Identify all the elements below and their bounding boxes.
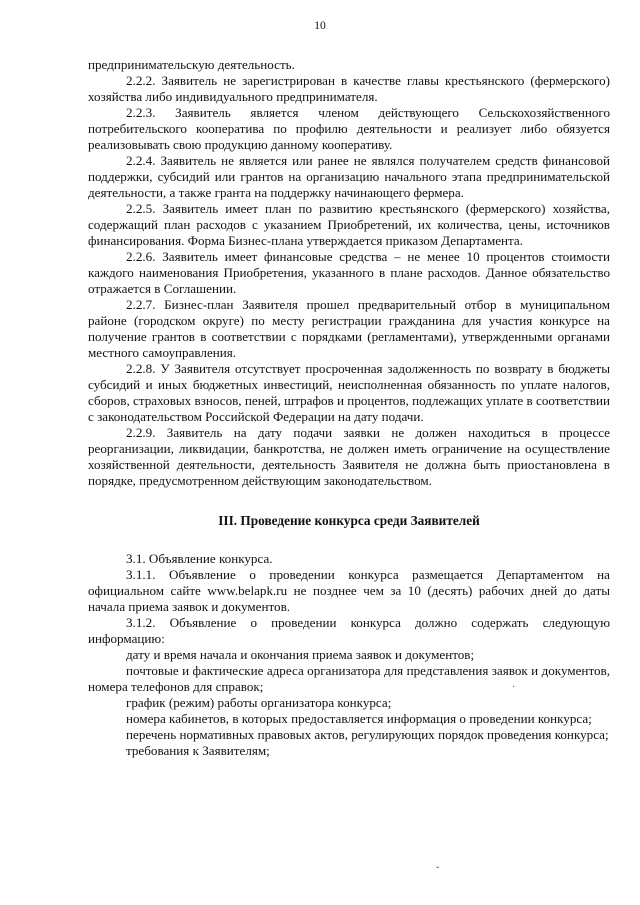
page-number: 10 [314,20,326,32]
paragraph-p229: 2.2.9. Заявитель на дату подачи заявки не должен находиться в процессе реорганизации, ликвидации, банкротства, не должен иметь ограничение на осуществление хозяйственной деятельности, деятельность Заявителя не должна быть приостановлена в порядке, предусмотренном действующим законодательством. [88,425,610,488]
section-3-contest [88,551,610,759]
paragraph-p227: 2.2.7. Бизнес-план Заявителя прошел предварительный отбор в муниципальном районе (городском округе) по месту регистрации гражданина для участия конкурсе на получение грантов в соответствии с порядками (регламентами), утвержденными органами местного самоуправления. [88,297,610,360]
paragraph-p31: 3.1. Объявление конкурса. [126,551,273,566]
paragraph-li5: перечень нормативных правовых актов, регулирующих порядок проведения конкурса; [126,727,609,742]
paragraph-li6: требования к Заявителям; [126,743,270,758]
paragraph-cont: предпринимательскую деятельность. [88,57,295,72]
paragraph-p226: 2.2.6. Заявитель имеет финансовые средства – не менее 10 процентов стоимости каждого наименования Приобретения, указанного в плане расходов. Данное обязательство отражается в Соглашении. [88,249,610,296]
scan-speck: · [512,682,516,693]
section-heading: III. Проведение конкурса среди Заявителей [218,513,480,528]
scan-tick: ˇ [436,866,440,877]
paragraph-li1: дату и время начала и окончания приема заявок и документов; [126,647,475,662]
paragraph-p223: 2.2.3. Заявитель является членом действующего Сельскохозяйственного потребительского кооператива по профилю деятельности и реализует либо обязуется реализовывать свою продукцию данному кооперативу. [88,105,610,152]
paragraph-p222: 2.2.2. Заявитель не зарегистрирован в качестве главы крестьянского (фермерского) хозяйства либо индивидуального предпринимателя. [88,73,610,104]
section-2-2-conditions [88,57,610,489]
paragraph-p312: 3.1.2. Объявление о проведении конкурса должно содержать следующую информацию: [88,615,610,646]
document-body [88,57,610,759]
paragraph-li3: график (режим) работы организатора конкурса; [126,695,392,710]
paragraph-li4: номера кабинетов, в которых предоставляется информация о проведении конкурса; [126,711,592,726]
paragraph-p311: 3.1.1. Объявление о проведении конкурса размещается Департаментом на официальном сайте www.belapk.ru не позднее чем за 10 (десять) рабочих дней до даты начала приема заявок и документов. [88,567,610,614]
paragraph-p228: 2.2.8. У Заявителя отсутствует просроченная задолженность по возврату в бюджеты субсидий и иных бюджетных инвестиций, неисполненная обязанность по уплате налогов, сборов, страховых взносов, пеней, штрафов и процентов, подлежащих уплате в соответствии с законодательством Российской Федерации на дату подачи. [88,361,610,424]
paragraph-li2: почтовые и фактические адреса организатора для представления заявок и документов, номера телефонов для справок; [88,663,610,694]
paragraph-p225: 2.2.5. Заявитель имеет план по развитию крестьянского (фермерского) хозяйства, содержащий план расходов с указанием Приобретений, их количества, цены, источников финансирования. Форма Бизнес-плана утверждается приказом Департамента. [88,201,610,248]
paragraph-p224: 2.2.4. Заявитель не является или ранее не являлся получателем средств финансовой поддержки, субсидий или грантов на организацию начального этапа предпринимательской деятельности, а также гранта на поддержку начинающего фермера. [88,153,610,200]
